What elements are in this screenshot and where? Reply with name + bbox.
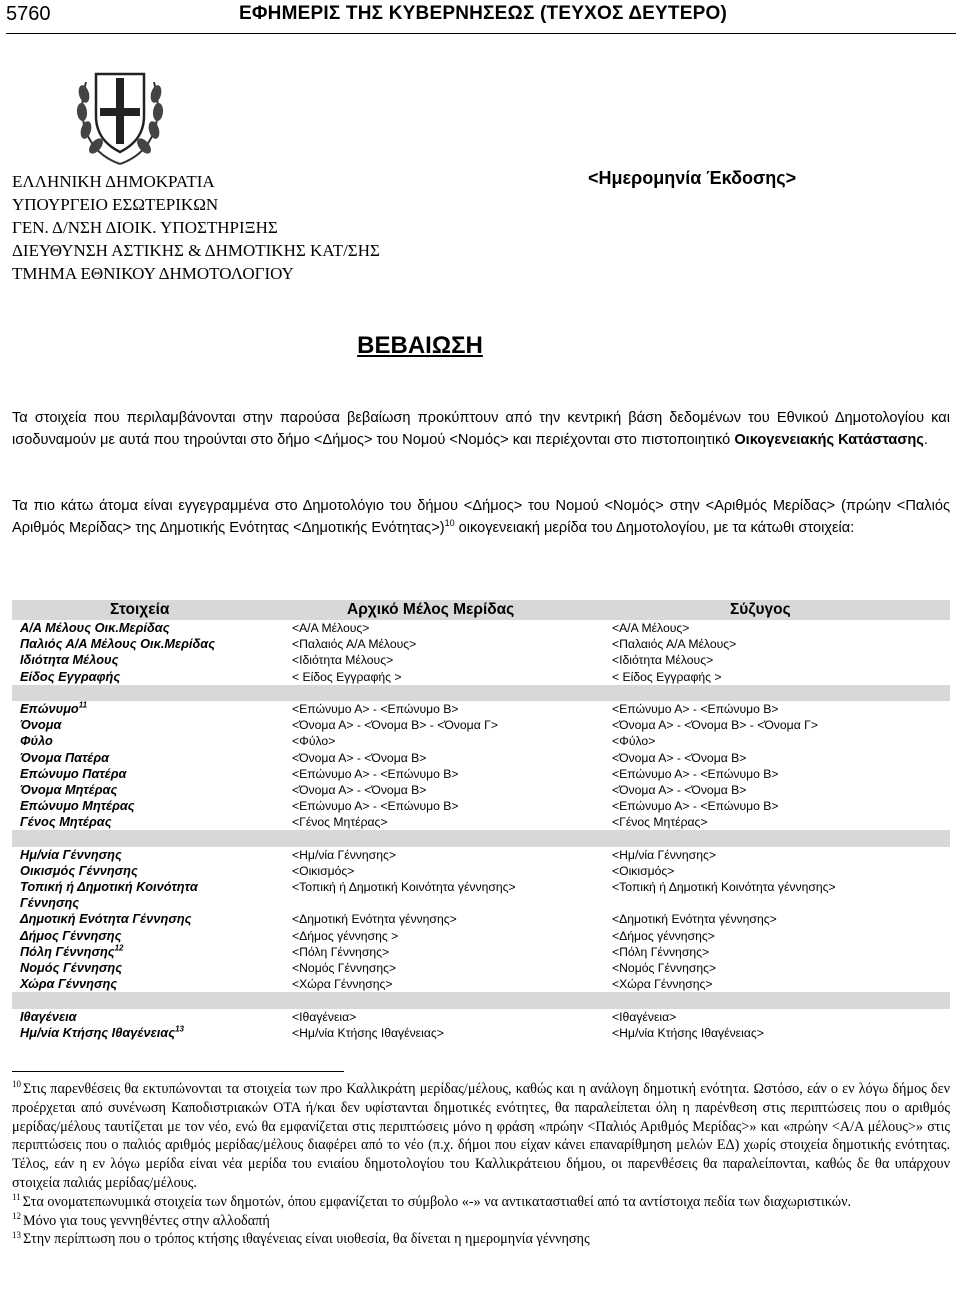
running-header	[6, 0, 956, 34]
table-row	[12, 1009, 950, 1025]
table-row	[12, 717, 950, 733]
original-member-value: <Γένος Μητέρας>	[292, 815, 388, 830]
spouse-value: < Είδος Εγγραφής >	[612, 669, 722, 684]
row-label	[20, 1009, 77, 1025]
table-header	[12, 600, 950, 620]
gazette-title: ΕΦΗΜΕΡΙΣ ΤΗΣ ΚΥΒΕΡΝΗΣΕΩΣ (ΤΕΥΧΟΣ ΔΕΥΤΕΡΟ)	[239, 3, 727, 24]
spouse-value: <Δήμος γέννησης>	[612, 928, 715, 943]
row-label-text: Δήμος Γέννησης	[20, 927, 122, 943]
row-label	[20, 814, 112, 830]
original-member-value: <Επώνυμο Α> - <Επώνυμο Β>	[292, 766, 459, 781]
footnote	[12, 1230, 950, 1249]
row-label-text: Επώνυμο Πατέρα	[20, 765, 127, 781]
spouse-value: <Ημ/νία Κτήσης Ιθαγένειας>	[612, 1025, 764, 1040]
row-label	[20, 847, 122, 863]
row-label	[20, 636, 215, 652]
spouse-value: <Ιδιότητα Μέλους>	[612, 653, 714, 668]
table-row	[12, 976, 950, 992]
original-member-value: <Ημ/νία Κτήσης Ιθαγένειας>	[292, 1025, 444, 1040]
footnote-ref: 12	[114, 943, 124, 953]
spouse-value: <Όνομα Α> - <Όνομα Β>	[612, 750, 747, 765]
spouse-value: <Παλαιός Α/Α Μέλους>	[612, 637, 737, 652]
table-group-separator	[12, 992, 950, 1008]
row-label-text: Ημ/νία Κτήσης Ιθαγένειας	[20, 1024, 176, 1040]
issuing-authority	[12, 170, 380, 285]
row-label-text: Γένος Μητέρας	[20, 814, 112, 830]
row-label-text: Δημοτική Ενότητα Γέννησης	[20, 911, 192, 927]
row-label-text: Όνομα Πατέρα	[20, 749, 110, 765]
table-body	[12, 620, 950, 1041]
document-title: ΒΕΒΑΙΩΣΗ	[357, 332, 483, 359]
authority-line: ΕΛΛΗΝΙΚΗ ΔΗΜΟΚΡΑΤΙΑ	[12, 172, 215, 191]
footnotes	[12, 1080, 950, 1249]
footnote-ref: 13	[175, 1024, 184, 1034]
table-row	[12, 636, 950, 652]
original-member-value: <Όνομα Α> - <Όνομα Β>	[292, 782, 427, 797]
spouse-value: <Δημοτική Ενότητα γέννησης>	[612, 912, 777, 927]
footnote-text: Στα ονοματεπωνυμικά στοιχεία των δημοτών, όπου εμφανίζεται το σύμβολο «-» να αντικαταστιαθεί από τα αντίστοιχα πεδία των διαχωριστικών.	[22, 1193, 852, 1210]
original-member-value: < Είδος Εγγραφής >	[292, 669, 402, 684]
table-row	[12, 928, 950, 944]
row-label-text: Οικισμός Γέννησης	[20, 862, 138, 878]
row-label	[20, 750, 109, 766]
row-label-text: Φύλο	[20, 733, 53, 749]
spouse-value: <Ιθαγένεια>	[612, 1009, 677, 1024]
row-label	[20, 733, 53, 749]
member-data-table	[12, 600, 950, 1041]
spouse-value: <Όνομα Α> - <Όνομα Β>	[612, 782, 747, 797]
row-label-text: Πόλη Γέννησης	[20, 943, 115, 959]
row-label	[20, 976, 117, 992]
row-label	[20, 911, 191, 927]
authority-line: ΥΠΟΥΡΓΕΙΟ ΕΣΩΤΕΡΙΚΩΝ	[12, 195, 219, 214]
intro-bold-text: Οικογενειακής Κατάστασης	[734, 431, 924, 448]
table-row	[12, 960, 950, 976]
registration-text: Τα πιο κάτω άτομα είναι εγγεγραμμένα στο Δημοτολόγιο του δήμου <Δήμος> του Νομού <Νομός> στην <Αριθμός Μερίδας> (πρώην <Παλιός Αριθμός Μερίδας> της Δημοτικής Ενότητας <Δημοτικής Ενότητας>)	[12, 498, 950, 536]
footnote-text: Στην περίπτωση που ο τρόπος κτήσης ιθαγένειας είναι υιοθεσία, θα δίνεται η ημερομηνία γέννησης	[23, 1231, 590, 1248]
spouse-value: <Επώνυμο Α> - <Επώνυμο Β>	[612, 766, 779, 781]
intro-paragraph	[12, 408, 950, 451]
original-member-value: <Όνομα Α> - <Όνομα Β> - <Όνομα Γ>	[292, 718, 498, 733]
header-original-member: Αρχικό Μέλος Μερίδας	[347, 601, 515, 618]
page-number: 5760	[6, 3, 51, 25]
issue-date: <Ημερομηνία Έκδοσης>	[588, 168, 797, 188]
table-row	[12, 895, 950, 911]
intro-end: .	[923, 431, 928, 448]
original-member-value: <Οικισμός>	[292, 863, 355, 878]
registration-end: οικογενειακή μερίδα του Δημοτολογίου, με τα κάτωθι στοιχεία:	[454, 519, 855, 536]
table-row	[12, 701, 950, 717]
header-fields: Στοιχεία	[110, 601, 170, 618]
original-member-value: <Α/Α Μέλους>	[292, 621, 370, 635]
table-row	[12, 798, 950, 814]
original-member-value: <Πόλη Γέννησης>	[292, 944, 390, 959]
original-member-value: <Όνομα Α> - <Όνομα Β>	[292, 750, 427, 765]
row-label-text: Επώνυμο	[20, 700, 79, 716]
spouse-value: <Νομός Γέννησης>	[612, 960, 717, 975]
original-member-value: <Τοπική ή Δημοτική Κοινότητα γέννησης>	[292, 880, 516, 894]
table-row	[12, 814, 950, 830]
row-label-text: Ημ/νία Γέννησης	[20, 846, 122, 862]
row-label	[20, 944, 124, 960]
row-label	[20, 701, 87, 717]
spouse-value: <Οικισμός>	[612, 863, 675, 878]
table-group-separator	[12, 685, 950, 701]
footnote-divider	[12, 1071, 344, 1072]
row-label-text: Ιδιότητα Μέλους	[20, 652, 119, 668]
original-member-value: <Ημ/νία Γέννησης>	[292, 847, 396, 862]
row-label	[20, 960, 122, 976]
footnote-number: 12	[12, 1210, 21, 1221]
original-member-value: <Δημοτική Ενότητα γέννησης>	[292, 912, 457, 927]
table-row	[12, 652, 950, 668]
table-row	[12, 733, 950, 749]
original-member-value: <Ιθαγένεια>	[292, 1009, 357, 1024]
table-row	[12, 879, 950, 895]
original-member-value: <Νομός Γέννησης>	[292, 960, 397, 975]
footnote	[12, 1080, 950, 1193]
footnote-number: 13	[12, 1229, 21, 1240]
row-label	[20, 782, 117, 798]
spouse-value: <Όνομα Α> - <Όνομα Β> - <Όνομα Γ>	[612, 718, 818, 733]
footnote	[12, 1212, 950, 1231]
footnote-number: 10	[12, 1079, 21, 1090]
table-row	[12, 911, 950, 927]
spouse-value: <Ημ/νία Γέννησης>	[612, 847, 716, 862]
row-label	[20, 798, 135, 814]
original-member-value: <Φύλο>	[292, 734, 336, 749]
spouse-value: <Φύλο>	[612, 734, 656, 749]
spouse-value: <Επώνυμο Α> - <Επώνυμο Β>	[612, 799, 779, 814]
authority-line: ΤΜΗΜΑ ΕΘΝΙΚΟΥ ΔΗΜΟΤΟΛΟΓΙΟΥ	[12, 264, 294, 283]
footnote-ref: 11	[78, 700, 88, 710]
row-label-text: Χώρα Γέννησης	[20, 976, 118, 992]
spouse-value: <Γένος Μητέρας>	[612, 815, 708, 830]
row-label-text: Α/Α Μέλους Οικ.Μερίδας	[20, 620, 170, 635]
authority-line: ΓΕΝ. Δ/ΝΣΗ ΔΙΟΙΚ. ΥΠΟΣΤΗΡΙΞΗΣ	[12, 218, 278, 237]
authority-line: ΔΙΕΥΘΥΝΣΗ ΑΣΤΙΚΗΣ & ΔΗΜΟΤΙΚΗΣ ΚΑΤ/ΣΗΣ	[12, 241, 380, 260]
original-member-value: <Επώνυμο Α> - <Επώνυμο Β>	[292, 701, 459, 716]
table-row	[12, 1025, 950, 1041]
table-row	[12, 863, 950, 879]
footnote-text: Στις παρενθέσεις θα εκτυπώνονται τα στοιχεία των προ Καλλικράτη μερίδας/μέλους, καθώς και η ανάλογη δημοτική ενότητα. Ωστόσο, εάν ο εν λόγω δήμος δεν προέρχεται από συνένωση Καποδιστριακών ΟΤΑ ή/και δεν υφίστανται δημοτικές ενότητες, θα παραλείπεται όλη η παρένθεση στις περιπτώσεις που ο αριθμός μερίδας/μέλους ταυτίζεται με τον νέο, ενώ θα εμφανίζεται στις περιπτώσεις μόνο η φράση «πρώην <Παλιός Αριθμός Μερίδας>» και «πρώην <Α/Α μέλους>» στις περιπτώσεις που ο παλιός αριθμός μερίδας/μέλους διαφέρει από το νέο (π.χ. δήμοι που είχαν κάνει επαναρίθμηση μελών ΕΔ) χωρίς στοιχεία δημοτικής ενότητας. Τέλος, εάν η εν λόγω μερίδα είναι νέα μερίδα του ενιαίου δημοτολογίου του Καλλικράτειου δήμου, οι παρενθέσεις θα παραλείπονται, καθώς δε θα υπάρχουν στοιχεία παλιάς μερίδας/μέλους.	[12, 1081, 950, 1191]
row-label-text: Ιθαγένεια	[20, 1008, 77, 1024]
footnote	[12, 1193, 950, 1212]
row-label-text: Όνομα	[20, 717, 62, 733]
registration-paragraph	[12, 496, 950, 539]
row-label	[20, 863, 138, 879]
row-label	[20, 895, 79, 911]
row-label	[20, 717, 61, 733]
row-label	[20, 652, 118, 668]
row-label-text: Γέννησης	[20, 895, 80, 911]
row-label	[20, 766, 126, 782]
row-label-text: Τοπική ή Δημοτική Κοινότητα	[20, 879, 198, 894]
spouse-value: <Τοπική ή Δημοτική Κοινότητα γέννησης>	[612, 880, 836, 894]
table-group-separator	[12, 830, 950, 846]
spouse-value: <Επώνυμο Α> - <Επώνυμο Β>	[612, 701, 779, 716]
original-member-value: <Επώνυμο Α> - <Επώνυμο Β>	[292, 799, 459, 814]
original-member-value: <Ιδιότητα Μέλους>	[292, 653, 394, 668]
row-label-text: Είδος Εγγραφής	[20, 668, 121, 684]
header-spouse: Σύζυγος	[730, 601, 791, 618]
row-label-text: Νομός Γέννησης	[20, 959, 123, 975]
spouse-value: <Πόλη Γέννησης>	[612, 944, 710, 959]
row-label	[20, 620, 170, 636]
original-member-value: <Χώρα Γέννησης>	[292, 977, 393, 992]
row-label-text: Επώνυμο Μητέρας	[20, 798, 135, 814]
row-label-text: Παλιός Α/Α Μέλους Οικ.Μερίδας	[20, 636, 216, 652]
row-label	[20, 1025, 184, 1041]
original-member-value: <Δήμος γέννησης >	[292, 928, 399, 943]
table-row	[12, 620, 950, 636]
table-row	[12, 944, 950, 960]
row-label	[20, 669, 120, 685]
spouse-value: <Χώρα Γέννησης>	[612, 977, 713, 992]
original-member-value: <Παλαιός Α/Α Μέλους>	[292, 637, 417, 652]
greek-coat-of-arms-emblem	[72, 60, 168, 170]
table-row	[12, 782, 950, 798]
table-row	[12, 669, 950, 685]
row-label-text: Όνομα Μητέρας	[20, 781, 118, 797]
footnote-ref: 10	[444, 517, 455, 528]
row-label	[20, 928, 121, 944]
footnote-text: Μόνο για τους γεννηθέντες στην αλλοδαπή	[23, 1212, 270, 1229]
table-row	[12, 766, 950, 782]
footnote-number: 11	[12, 1192, 21, 1203]
row-label	[20, 879, 198, 895]
spouse-value: <Α/Α Μέλους>	[612, 621, 690, 635]
table-row	[12, 847, 950, 863]
intro-text: Τα στοιχεία που περιλαμβάνονται στην παρούσα βεβαίωση προκύπτουν από την κεντρική βάση δεδομένων του Εθνικού Δημοτολογίου και ισοδυναμούν με αυτά που τηρούνται στο δήμο <Δήμος> του Νομού <Νομός> και περιέχονται στο πιστοποιητικό	[12, 410, 950, 448]
table-row	[12, 750, 950, 766]
